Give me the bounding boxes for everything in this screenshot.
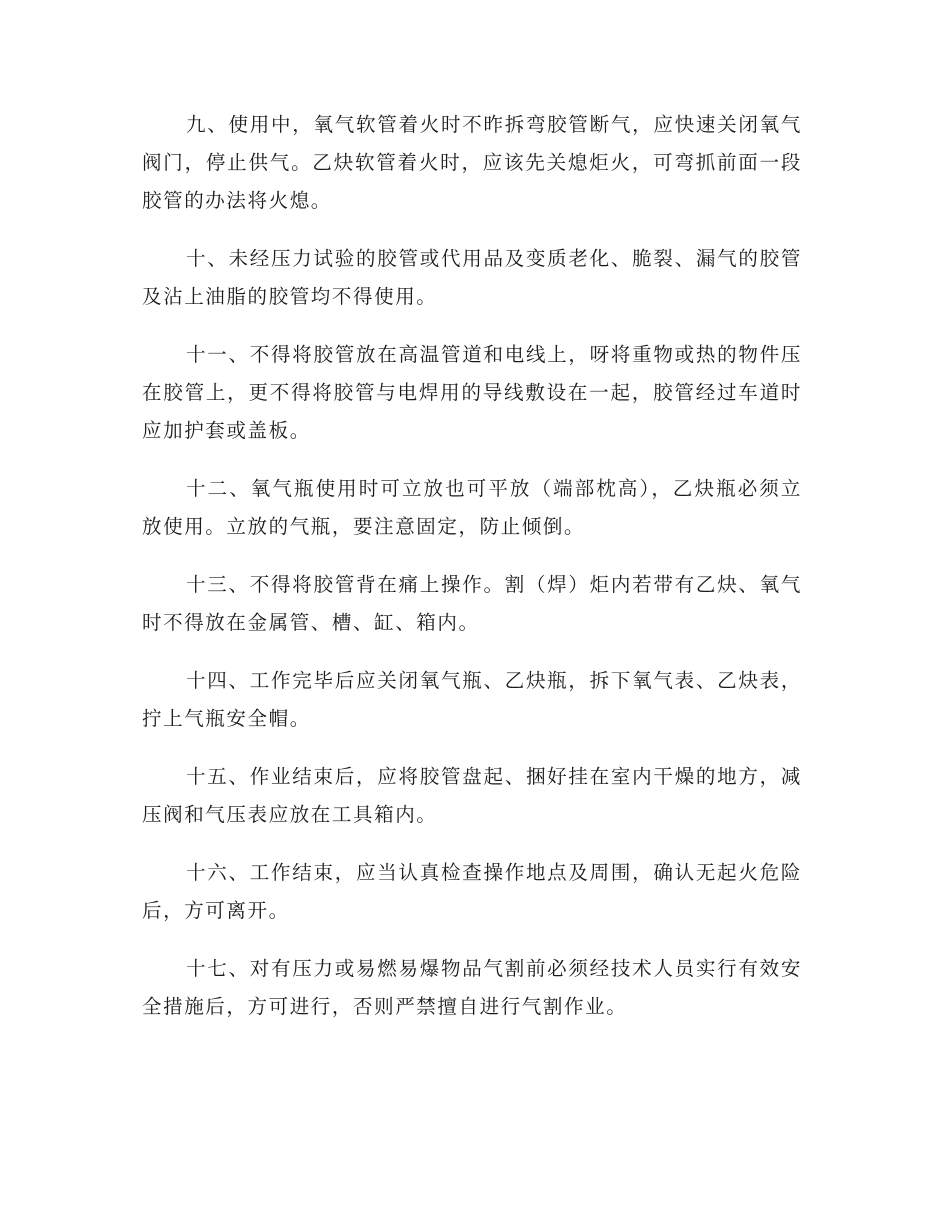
document-body xyxy=(142,106,802,1046)
paragraph-9: 九、使用中，氧气软管着火时不昨拆弯胶管断气，应快速关闭氧气阀门，停止供气。乙炔软管着火时，应该先关熄炬火，可弯抓前面一段胶管的办法将火熄。 xyxy=(142,113,802,212)
paragraph-11: 十一、不得将胶管放在高温管道和电线上，呀将重物或热的物件压在胶管上，更不得将胶管与电焊用的导线敷设在一起，胶管经过车道时应加护套或盖板。 xyxy=(142,343,802,442)
paragraph-12: 十二、氧气瓶使用时可立放也可平放（端部枕高），乙炔瓶必须立放使用。立放的气瓶，要注意固定，防止倾倒。 xyxy=(142,477,802,538)
paragraph-10: 十、未经压力试验的胶管或代用品及变质老化、脆裂、漏气的胶管及沾上油脂的胶管均不得使用。 xyxy=(142,247,802,308)
paragraph-15: 十五、作业结束后，应将胶管盘起、捆好挂在室内干燥的地方，减压阀和气压表应放在工具箱内。 xyxy=(142,765,802,826)
paragraph-17: 十七、对有压力或易燃易爆物品气割前必须经技术人员实行有效安全措施后，方可进行，否则严禁擅自进行气割作业。 xyxy=(142,957,802,1018)
paragraph-14: 十四、工作完毕后应关闭氧气瓶、乙炔瓶，拆下氧气表、乙炔表，拧上气瓶安全帽。 xyxy=(142,669,802,730)
paragraph-13: 十三、不得将胶管背在痛上操作。割（焊）炬内若带有乙炔、氧气时不得放在金属管、槽、缸、箱内。 xyxy=(142,573,802,634)
paragraph-16: 十六、工作结束，应当认真检查操作地点及周围，确认无起火危险后，方可离开。 xyxy=(142,861,802,922)
